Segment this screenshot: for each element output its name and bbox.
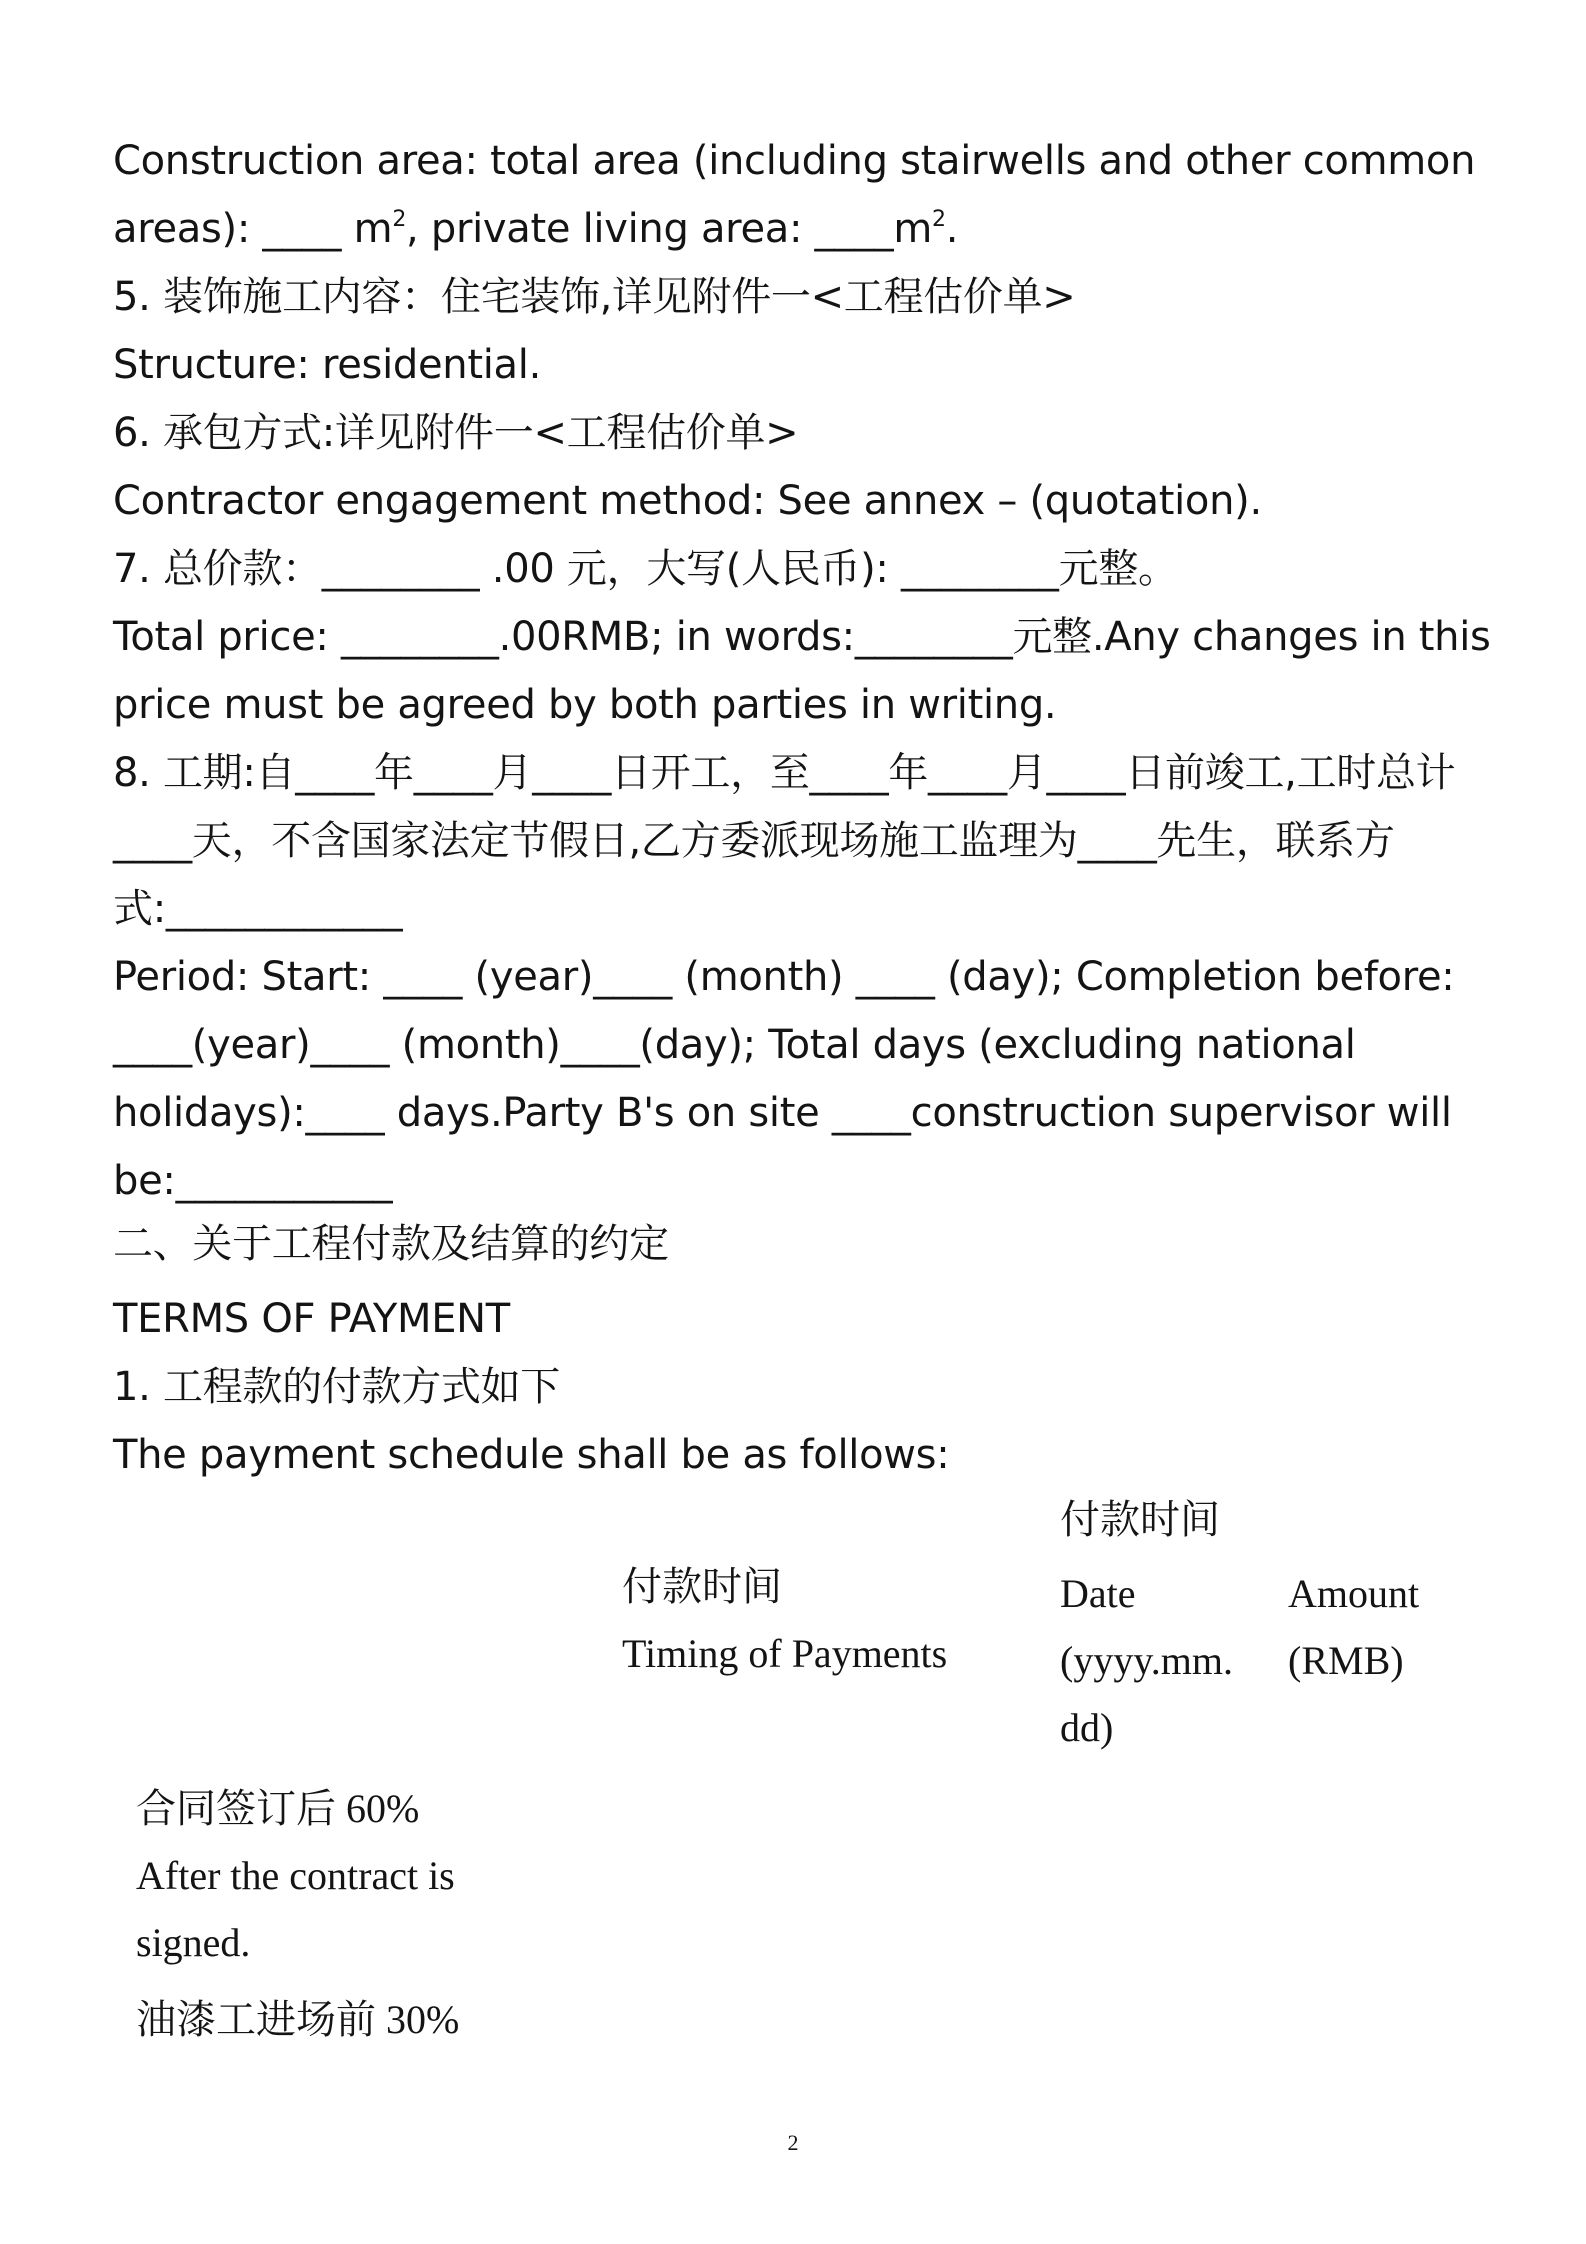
item-7-english-line-2: price must be agreed by both parties in writing. [113, 682, 1057, 728]
table-header-amount-unit: (RMB) [1288, 1638, 1404, 1683]
item-8-english-line-4: be:___________ [113, 1158, 393, 1204]
construction-area-line-2 [113, 195, 958, 263]
item-8-chinese-line-1: 8. 工期:自____年____月____日开工，至____年____月____日前竣工,工时总计 [113, 750, 1456, 796]
item-8-english-line-1: Period: Start: ____ (year)____ (month) ____ (day); Completion before: [113, 954, 1455, 1000]
item-8-chinese-line-2: ____天，不含国家法定节假日,乙方委派现场施工监理为____先生，联系方 [113, 818, 1395, 864]
construction-total-area: areas): ____ m [113, 206, 393, 252]
item-7-chinese: 7. 总价款：________ .00 元，大写(人民币): ________元整。 [113, 546, 1178, 592]
item-7-english-line-1: Total price: ________.00RMB; in words:________元整.Any changes in this [113, 614, 1491, 660]
section-2-heading-chinese: 二、关于工程付款及结算的约定 [113, 1221, 669, 1267]
table-header-date-chinese: 付款时间 [1060, 1497, 1220, 1542]
item-8-english-line-3: holidays):____ days.Party B's on site ____construction supervisor will [113, 1090, 1452, 1136]
construction-area-line-1: Construction area: total area (including stairwells and other common [113, 138, 1476, 184]
item-6-english: Contractor engagement method: See annex – (quotation). [113, 478, 1262, 524]
sentence-period: . [945, 206, 959, 252]
item-6-chinese: 6. 承包方式:详见附件一<工程估价单> [113, 410, 799, 456]
table-row-1-english-line-2: signed. [136, 1920, 251, 1965]
private-living-area: , private living area: ____m [406, 206, 933, 252]
page-number: 2 [787, 2130, 799, 2155]
table-header-timing-english: Timing of Payments [622, 1631, 948, 1676]
table-header-timing-chinese: 付款时间 [622, 1564, 782, 1609]
item-5-chinese: 5. 装饰施工内容：住宅装饰,详见附件一<工程估价单> [113, 274, 1076, 320]
payment-item-1-english: The payment schedule shall be as follows: [113, 1432, 950, 1478]
item-8-english-line-2: ____(year)____ (month)____(day); Total days (excluding national [113, 1022, 1356, 1068]
table-header-date-format: (yyyy.mm. [1060, 1638, 1233, 1683]
superscript-squared: 2 [392, 207, 407, 232]
table-row-1-chinese: 合同签订后 60% [136, 1786, 420, 1831]
table-header-date-format-cont: dd) [1060, 1705, 1114, 1750]
item-8-chinese-line-3: 式:____________ [113, 886, 403, 932]
table-header-amount: Amount [1288, 1571, 1420, 1616]
item-5-english: Structure: residential. [113, 342, 541, 388]
table-row-2-chinese: 油漆工进场前 30% [136, 1997, 460, 2042]
section-2-heading-english: TERMS OF PAYMENT [113, 1296, 510, 1342]
table-header-date-english: Date [1060, 1571, 1136, 1616]
superscript-squared: 2 [932, 207, 946, 232]
payment-item-1-chinese: 1. 工程款的付款方式如下 [113, 1364, 560, 1410]
table-row-1-english-line-1: After the contract is [136, 1853, 455, 1898]
